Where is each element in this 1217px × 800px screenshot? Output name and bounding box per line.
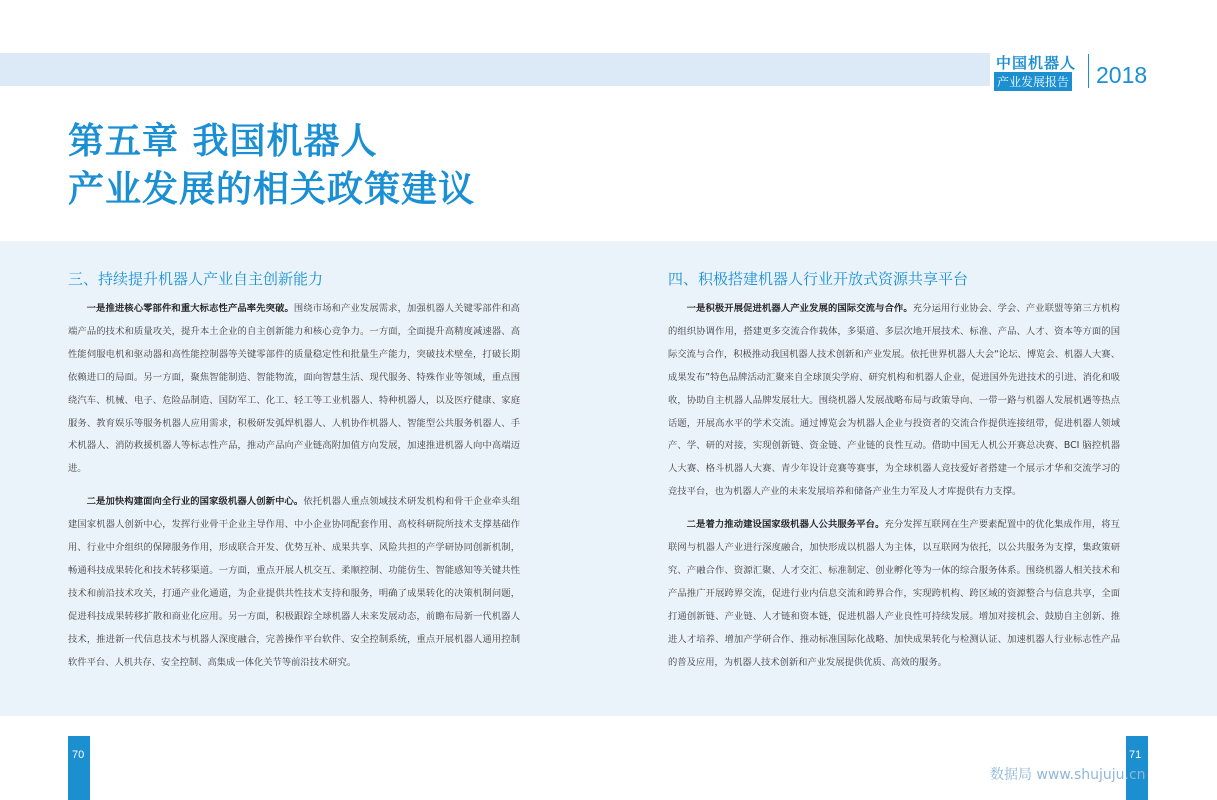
watermark: 数据局 www.shujuju.cn <box>990 767 1146 783</box>
brand-divider <box>1088 54 1089 88</box>
paragraph <box>68 491 520 674</box>
left-column <box>68 266 520 685</box>
chapter-title <box>68 118 475 214</box>
paragraph <box>668 514 1120 674</box>
report-brand <box>994 52 1154 92</box>
brand-year: 2018 <box>1096 62 1148 88</box>
right-column <box>668 266 1120 685</box>
brand-title: 中国机器人 <box>996 54 1077 72</box>
paragraph <box>68 298 520 481</box>
brand-subtitle: 产业发展报告 <box>994 72 1072 91</box>
paragraph-text: 充分运用行业协会、学会、产业联盟等第三方机构的组织协调作用，搭建更多交流合作载体，多渠道、多层次地开展技术、标准、产品、人才、资本等方面的国际交流与合作，积极推动我国机器人技术创新和产业发展。依托世界机器人大会“论坛、博览会、机器人大赛、成果发布”特色品牌活动汇聚来自全球顶尖学府、研究机构和机器人企业，促进国外先进技术的引进、消化和吸收，协助自主机器人品牌发展壮大。围绕机器人发展战略布局与政策导向、一带一路与机器人发展机遇等热点话题，开展高水平的学术交流。通过博览会为机器人企业与投资者的交流合作提供连接纽带，促进机器人领域产、学、研的对接，实现创新链、资金链、产业链的良性互动。借助中国无人机公开赛总决赛、BCI 脑控机器人大赛、格斗机器人大赛、青少年设计竞赛等赛事，为全球机器人竞技爱好者搭建一个展示才华和交流学习的竞技平台，也为机器人产业的未来发展培养和储备产业生力军及人才库提供有力支撑。 <box>668 303 1120 498</box>
section-title-3: 三、持续提升机器人产业自主创新能力 <box>68 270 324 288</box>
section-title-4: 四、积极搭建机器人行业开放式资源共享平台 <box>668 270 969 288</box>
paragraph-text: 充分发挥互联网在生产要素配置中的优化集成作用，将互联网与机器人产业进行深度融合，加快形成以机器人为主体，以互联网为依托，以公共服务为支撑，集政策研究、产融合作、资源汇聚、人才交汇、标准制定、创业孵化等为一体的综合服务体系。围绕机器人相关技术和产品推广开展跨界交流，促进行业内信息交流和跨界合作，实现跨机构、跨区域的资源整合与信息共享，全面打通创新链、产业链、人才链和资本链，促进机器人产业良性可持续发展。增加对接机会、鼓励自主创新、推进人才培养、增加产学研合作、推动标准国际化战略、加快成果转化与检测认证、加速机器人行业标志性产品的普及应用，为机器人技术创新和产业发展提供优质、高效的服务。 <box>668 519 1120 668</box>
paragraph-lead: 一是推进核心零部件和重大标志性产品率先突破。 <box>86 303 294 314</box>
chapter-title-line2: 产业发展的相关政策建议 <box>68 169 476 210</box>
paragraph-text: 围绕市场和产业发展需求，加强机器人关键零部件和高端产品的技术和质量攻关，提升本土企业的自主创新能力和核心竞争力。一方面，全面提升高精度减速器、高性能伺服电机和驱动器和高性能控制器等关键零部件的质量稳定性和批量生产能力，突破技术壁垒，打破长期依赖进口的局面。另一方面，聚焦智能制造、智能物流，面向智慧生活、现代服务、特殊作业等领域，重点围绕汽车、机械、电子、危险品制造、国防军工、化工、轻工等工业机器人、特种机器人，以及医疗健康、家庭服务、教育娱乐等服务机器人应用需求，积极研发弧焊机器人、人机协作机器人、智能型公共服务机器人、手术机器人、消防救援机器人等标志性产品，推动产品向产业链高附加值方向发展，加速推进机器人向中高端迈进。 <box>68 303 520 475</box>
paragraph-lead: 一是积极开展促进机器人产业发展的国际交流与合作。 <box>686 303 913 314</box>
header-band <box>0 53 990 86</box>
page-number-right: 71 <box>1129 749 1142 761</box>
paragraph <box>668 298 1120 504</box>
page-tab-left <box>68 736 90 800</box>
paragraph-lead: 二是着力推动建设国家级机器人公共服务平台。 <box>686 519 885 531</box>
chapter-title-line1: 第五章 我国机器人 <box>68 121 378 162</box>
paragraph-lead: 二是加快构建面向全行业的国家级机器人创新中心。 <box>86 496 304 508</box>
page-number-left: 70 <box>72 749 85 761</box>
paragraph-text: 依托机器人重点领域技术研发机构和骨干企业牵头组建国家机器人创新中心，发挥行业骨干企业主导作用、中小企业协同配套作用、高校科研院所技术支撑基础作用、行业中介组织的保障服务作用，形成联合开发、优势互补、成果共享、风险共担的产学研协同创新机制，畅通科技成果转化和技术转移渠道。一方面，重点开展人机交互、柔顺控制、功能仿生、智能感知等关键共性技术和前沿技术攻关，打通产业化通道，为企业提供共性技术支持和服务，明确了成果转化的决策机制问题，促进科技成果转移扩散和商业化应用。另一方面，积极跟踪全球机器人未来发展动态，前瞻布局新一代机器人技术，推进新一代信息技术与机器人深度融合，完善操作平台软件、安全控制系统，重点开展机器人通用控制软件平台、人机共存、安全控制、高集成一体化关节等前沿技术研究。 <box>68 496 520 668</box>
